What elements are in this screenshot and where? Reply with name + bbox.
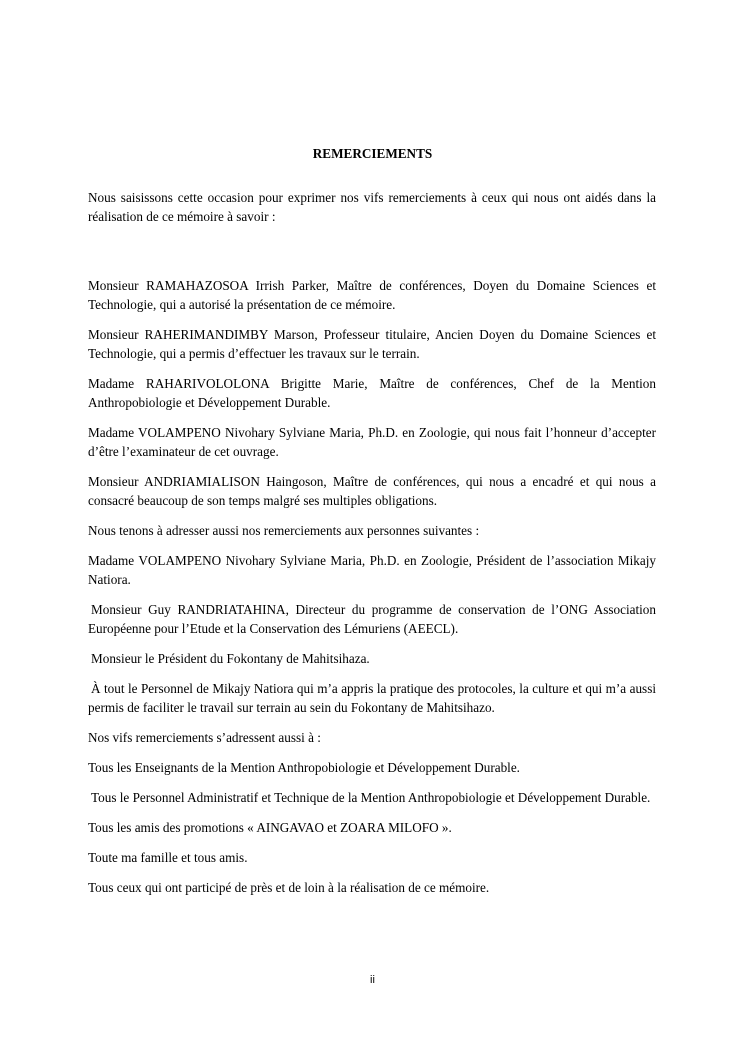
- intro-paragraph: Nous saisissons cette occasion pour exprimer nos vifs remerciements à ceux qui nous ont aidés dans la réalisation de ce mémoire à savoir :: [88, 190, 656, 224]
- paragraph-admin-staff: Tous le Personnel Administratif et Technique de la Mention Anthropobiologie et Développement Durable.: [91, 790, 651, 805]
- acknowledgements-body: [88, 188, 656, 908]
- paragraph-head-of-mention: Madame RAHARIVOLOLONA Brigitte Marie, Maître de conférences, Chef de la Mention Anthropobiologie et Développement Durable.: [88, 376, 656, 410]
- paragraph-mikajy-staff: À tout le Personnel de Mikajy Natiora qui m’a appris la pratique des protocoles, la culture et qui m’a aussi permis de faciliter le travail sur terrain au sein du Fokontany de Mahitsihazo.: [88, 681, 656, 715]
- paragraph-dean: Monsieur RAMAHAZOSOA Irrish Parker, Maître de conférences, Doyen du Domaine Sciences et Technologie, qui a autorisé la présentation de ce mémoire.: [88, 278, 656, 312]
- page-number: ii: [370, 974, 375, 986]
- paragraph-supervisor: Monsieur ANDRIAMIALISON Haingoson, Maître de conférences, qui nous a encadré et qui nous a consacré beaucoup de son temps malgré ses multiples obligations.: [88, 474, 656, 508]
- paragraph-association-president: Madame VOLAMPENO Nivohary Sylviane Maria, Ph.D. en Zoologie, Président de l’association Mikajy Natiora.: [88, 553, 656, 587]
- paragraph-everyone: Tous ceux qui ont participé de près et de loin à la réalisation de ce mémoire.: [88, 880, 490, 895]
- page-title: REMERCIEMENTS: [312, 146, 433, 161]
- paragraph-fokontany-president: Monsieur le Président du Fokontany de Mahitsihaza.: [91, 651, 370, 666]
- paragraph-family: Toute ma famille et tous amis.: [88, 850, 248, 865]
- paragraph-also-thanks: Nous tenons à adresser aussi nos remerciements aux personnes suivantes :: [88, 523, 480, 538]
- paragraph-aeecl-director: Monsieur Guy RANDRIATAHINA, Directeur du programme de conservation de l’ONG Association Européenne pour l’Etude et la Conservation des Lémuriens (AEECL).: [88, 602, 656, 636]
- paragraph-thanks-also-to: Nos vifs remerciements s’adressent aussi à :: [88, 730, 321, 745]
- paragraph-teachers: Tous les Enseignants de la Mention Anthropobiologie et Développement Durable.: [88, 760, 520, 775]
- paragraph-examiner: Madame VOLAMPENO Nivohary Sylviane Maria, Ph.D. en Zoologie, qui nous fait l’honneur d’accepter d’être l’examinateur de cet ouvrage.: [88, 425, 656, 459]
- paragraph-former-dean: Monsieur RAHERIMANDIMBY Marson, Professeur titulaire, Ancien Doyen du Domaine Sciences et Technologie, qui a permis d’effectuer les travaux sur le terrain.: [88, 327, 656, 361]
- paragraph-friends-promotions: Tous les amis des promotions « AINGAVAO et ZOARA MILOFO ».: [88, 820, 452, 835]
